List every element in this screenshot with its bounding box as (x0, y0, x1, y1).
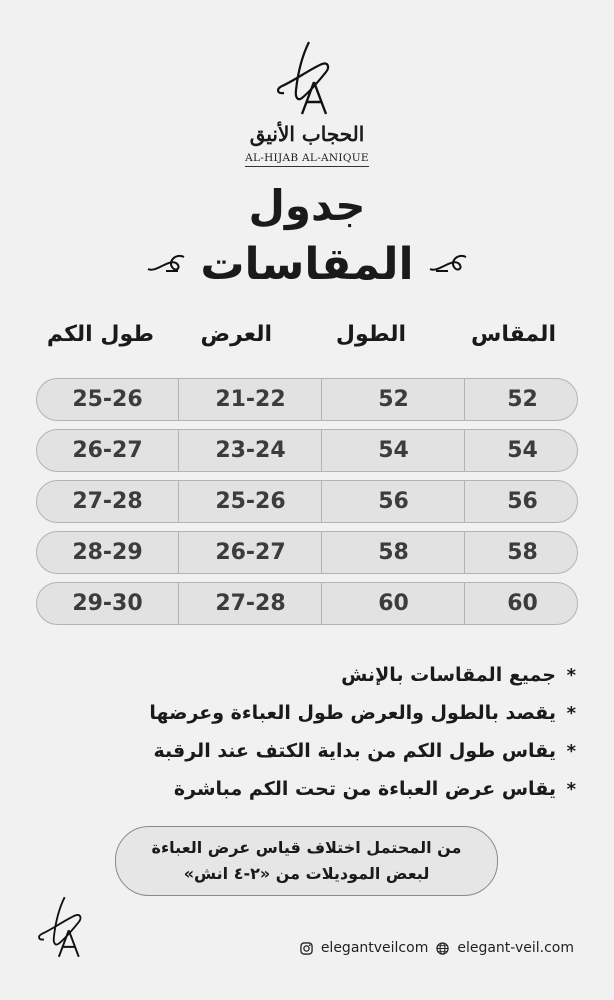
disclaimer-line2: لبعض الموديلات من «٢-٤ انش» (183, 864, 430, 883)
la-monogram-icon (34, 888, 92, 966)
cell-width: 26-27 (178, 532, 322, 573)
asterisk-icon: * (566, 740, 576, 762)
la-monogram-icon (272, 38, 342, 118)
note-text: يقاس طول الكم من بداية الكتف عند الرقبة (153, 740, 556, 762)
note-text: جميع المقاسات بالإنش (341, 664, 556, 686)
flourish-left-icon (146, 251, 186, 279)
cell-length: 56 (321, 481, 465, 522)
page-title-line2: المقاسات (200, 239, 414, 290)
brand-name-english: AL-HIJAB AL-ANIQUE (245, 152, 369, 167)
cell-sleeve: 26-27 (72, 438, 143, 463)
size-table (36, 378, 578, 633)
cell-sleeve: 29-30 (72, 591, 143, 616)
list-item (106, 694, 576, 732)
header-length: الطول (335, 322, 406, 347)
contact-info (300, 940, 574, 956)
asterisk-icon: * (566, 778, 576, 800)
cell-length: 58 (321, 532, 465, 573)
flourish-right-icon (428, 251, 468, 279)
instagram-icon (300, 942, 313, 955)
table-row (36, 531, 578, 574)
note-text: يقصد بالطول والعرض طول العباءة وعرضها (149, 702, 556, 724)
cell-length: 54 (321, 430, 465, 471)
footer-logo (34, 888, 92, 970)
brand-logo (0, 38, 614, 167)
cell-size: 54 (464, 430, 580, 471)
cell-sleeve: 28-29 (72, 540, 143, 565)
page-title-line1: جدول (248, 181, 366, 230)
cell-sleeve: 25-26 (72, 387, 143, 412)
instagram-handle[interactable]: elegantveilcom (320, 940, 429, 956)
cell-size: 52 (464, 379, 580, 420)
cell-length: 52 (321, 379, 465, 420)
asterisk-icon: * (566, 702, 576, 724)
table-row (36, 582, 578, 625)
header-width: العرض (200, 322, 272, 347)
disclaimer-box (115, 826, 498, 896)
cell-width: 27-28 (178, 583, 322, 624)
cell-width: 21-22 (178, 379, 322, 420)
table-row (36, 480, 578, 523)
cell-length: 60 (321, 583, 465, 624)
cell-size: 56 (464, 481, 580, 522)
page-title-row (0, 236, 614, 294)
cell-width: 23-24 (178, 430, 322, 471)
brand-name-arabic: الحجاب الأنيق (249, 122, 365, 146)
header-sleeve-length: طول الكم (46, 322, 154, 347)
header-size: المقاس (470, 322, 556, 347)
cell-width: 25-26 (178, 481, 322, 522)
list-item (106, 770, 576, 808)
website-link[interactable]: elegant-veil.com (457, 940, 574, 956)
disclaimer-line1: من المحتمل اختلاف قياس عرض العباءة (151, 838, 462, 857)
table-headers (36, 322, 578, 352)
list-item (106, 656, 576, 694)
cell-size: 58 (464, 532, 580, 573)
globe-icon (436, 942, 449, 955)
list-item (106, 732, 576, 770)
note-text: يقاس عرض العباءة من تحت الكم مباشرة (173, 778, 556, 800)
cell-sleeve: 27-28 (72, 489, 143, 514)
table-row (36, 378, 578, 421)
asterisk-icon: * (566, 664, 576, 686)
cell-size: 60 (464, 583, 580, 624)
notes-list (106, 656, 576, 808)
table-row (36, 429, 578, 472)
